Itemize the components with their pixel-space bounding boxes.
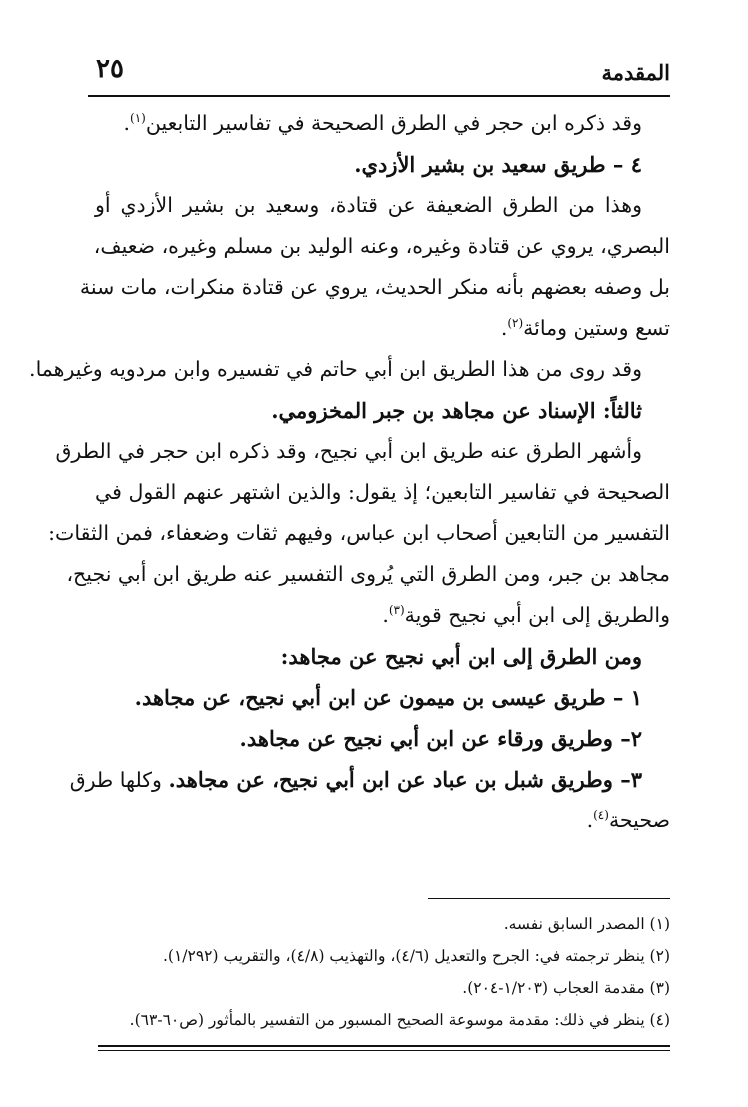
paragraph-line: تسع وستين ومائة$^{(٢)}$.	[500, 316, 670, 340]
bottom-rule-thin	[98, 1050, 670, 1051]
paragraph-line: وهذا من الطرق الضعيفة عن قتادة، وسعيد بن بشير الأزدي أو	[95, 193, 642, 217]
footnote: (١) المصدر السابق نفسه.	[503, 915, 670, 933]
header-rule	[88, 95, 670, 97]
page-number: ٢٥	[96, 54, 124, 84]
paragraph-line: والطريق إلى ابن أبي نجيح قوية$^{(٣)}$.	[382, 603, 670, 627]
list-item: ١ – طريق عيسى بن ميمون عن ابن أبي نجيح، عن مجاهد.	[134, 685, 642, 710]
list-item: ٣– وطريق شبل بن عباد عن ابن أبي نجيح، عن مجاهد. وكلها طرق	[69, 767, 642, 792]
bottom-rule	[98, 1045, 670, 1047]
paragraph-line: البصري، يروي عن قتادة وغيره، وعنه الوليد بن مسلم وغيره، ضعيف،	[93, 234, 670, 258]
paragraph-line: وقد روى من هذا الطريق ابن أبي حاتم في تفسيره وابن مردويه وغيرهما.	[29, 357, 642, 381]
body-text	[29, 103, 670, 841]
paragraph-line: مجاهد بن جبر، ومن الطرق التي يُروى التفسير عنه طريق ابن أبي نجيح،	[66, 562, 670, 586]
paragraph-line: التفسير من التابعين أصحاب ابن عباس، وفيهم ثقات وضعفاء، فمن الثقات:	[48, 521, 670, 545]
page-header	[88, 52, 670, 92]
footnote-ref: (٤)	[593, 808, 609, 823]
footnote-ref: (٢)	[507, 316, 524, 331]
paragraph-line: وقد ذكره ابن حجر في الطرق الصحيحة في تفاسير التابعين$^{(١)}$.	[123, 111, 642, 135]
section-heading: ثالثاً: الإسناد عن مجاهد بن جبر المخزومي.	[271, 398, 642, 423]
paragraph-line: بل وصفه بعضهم بأنه منكر الحديث، يروي عن قتادة منكرات، مات سنة	[79, 275, 670, 299]
list-item: ٢– وطريق ورقاء عن ابن أبي نجيح عن مجاهد.	[239, 726, 642, 751]
footnote: (٤) ينظر في ذلك: مقدمة موسوعة الصحيح المسبور من التفسير بالمأثور (ص٦٠-٦٣).	[129, 1011, 670, 1029]
footnote: (٢) ينظر ترجمته في: الجرح والتعديل (٤/٦)، والتهذيب (٤/٨)، والتقريب (١/٢٩٢).	[162, 947, 670, 965]
paragraph-line: وأشهر الطرق عنه طريق ابن أبي نجيح، وقد ذكره ابن حجر في الطرق	[55, 439, 642, 463]
list-heading: ومن الطرق إلى ابن أبي نجيح عن مجاهد:	[280, 644, 642, 669]
paragraph-line: الصحيحة في تفاسير التابعين؛ إذ يقول: والذين اشتهر عنهم القول في	[95, 480, 670, 504]
footnote-ref: (٣)	[388, 603, 405, 618]
paragraph-line: صحيحة$^{(٤)}$.	[586, 808, 670, 832]
footnote-ref: (١)	[130, 111, 146, 126]
footnotes	[95, 908, 670, 1036]
section-heading: ٤ – طريق سعيد بن بشير الأزدي.	[354, 152, 642, 177]
running-title: المقدمة	[601, 60, 670, 85]
footnote-separator	[428, 898, 670, 899]
footnote: (٣) مقدمة العجاب (١/٢٠٣-٢٠٤).	[462, 979, 670, 997]
